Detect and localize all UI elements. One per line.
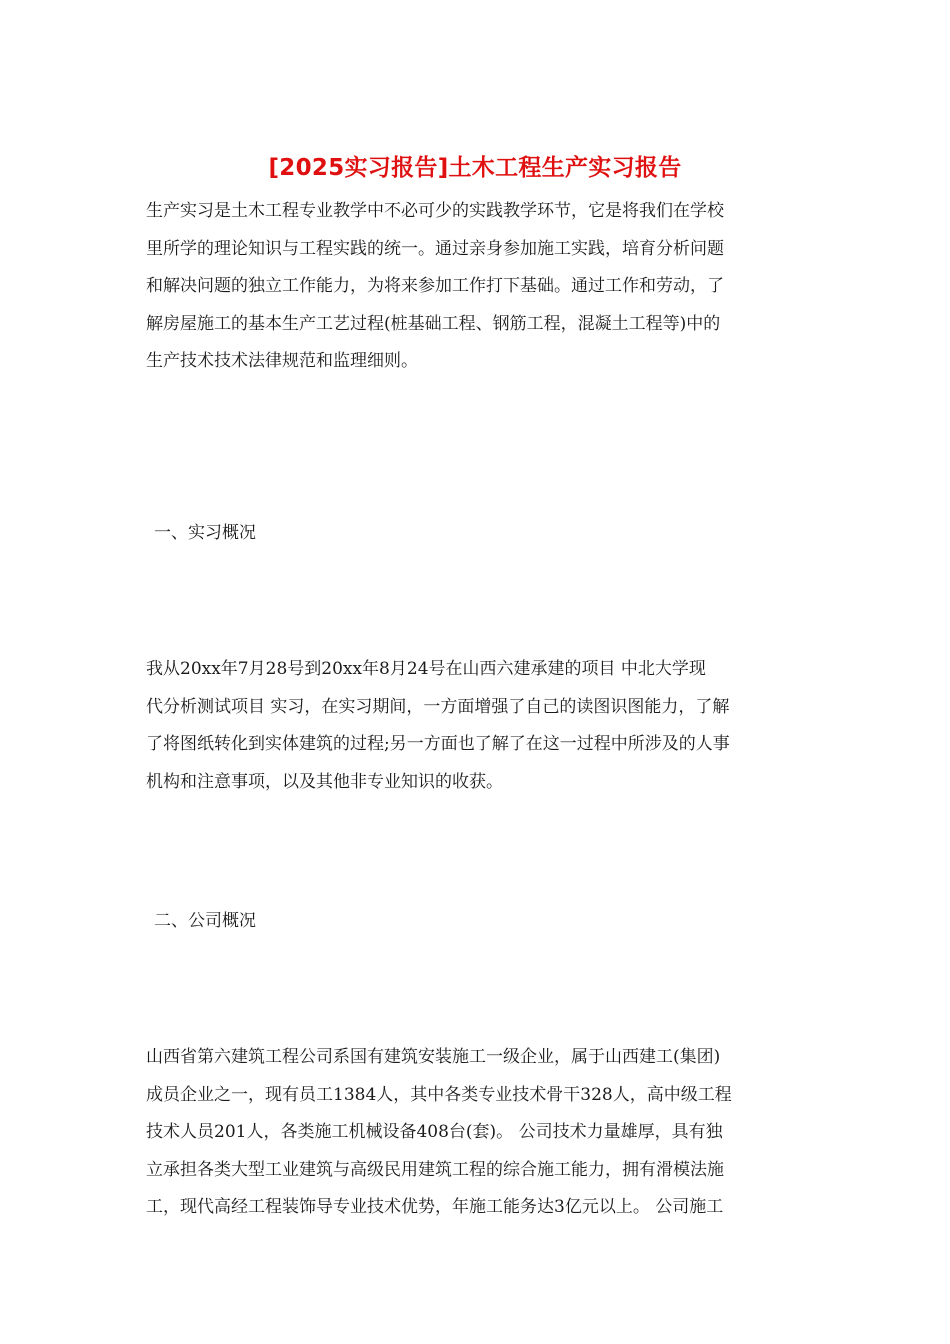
company-overview-paragraph xyxy=(146,1039,810,1227)
paragraph-line: 生产实习是土木工程专业教学中不必可少的实践教学环节，它是将我们在学校 xyxy=(146,201,724,221)
section-heading-company-overview: 二、公司概况 xyxy=(154,911,256,931)
paragraph-line: 里所学的理论知识与工程实践的统一。通过亲身参加施工实践，培育分析问题 xyxy=(146,238,724,259)
paragraph-line: 立承担各类大型工业建筑与高级民用建筑工程的综合施工能力，拥有滑模法施 xyxy=(146,1159,724,1180)
paragraph-line: 工，现代高经工程装饰导专业技术优势，年施工能务达3亿元以上。 公司施工 xyxy=(146,1197,724,1217)
paragraph-line: 机构和注意事项，以及其他非专业知识的收获。 xyxy=(146,771,503,792)
intro-paragraph xyxy=(146,193,810,381)
section-heading-internship-overview: 一、实习概况 xyxy=(154,523,256,543)
paragraph-line: 成员企业之一，现有员工1384人，其中各类专业技术骨干328人，高中级工程 xyxy=(146,1084,732,1105)
paragraph-line: 我从20xx年7月28号到20xx年8月24号在山西六建承建的项目 中北大学现 xyxy=(146,659,706,679)
paragraph-line: 和解决问题的独立工作能力，为将来参加工作打下基础。通过工作和劳动，了 xyxy=(146,276,724,296)
document-title: [2025实习报告]土木工程生产实习报告 xyxy=(268,155,682,181)
paragraph-line: 山西省第六建筑工程公司系国有建筑安装施工一级企业，属于山西建工(集团) xyxy=(146,1047,721,1067)
paragraph-line: 了将图纸转化到实体建筑的过程;另一方面也了解了在这一过程中所涉及的人事 xyxy=(146,734,730,754)
internship-overview-paragraph xyxy=(146,651,810,801)
paragraph-line: 技术人员201人，各类施工机械设备408台(套)。 公司技术力量雄厚，具有独 xyxy=(146,1122,723,1142)
paragraph-line: 生产技术技术法律规范和监理细则。 xyxy=(146,351,418,371)
paragraph-line: 代分析测试项目 实习，在实习期间，一方面增强了自己的读图识图能力，了解 xyxy=(146,696,730,717)
paragraph-line: 解房屋施工的基本生产工艺过程(桩基础工程、钢筋工程，混凝土工程等)中的 xyxy=(146,313,721,334)
